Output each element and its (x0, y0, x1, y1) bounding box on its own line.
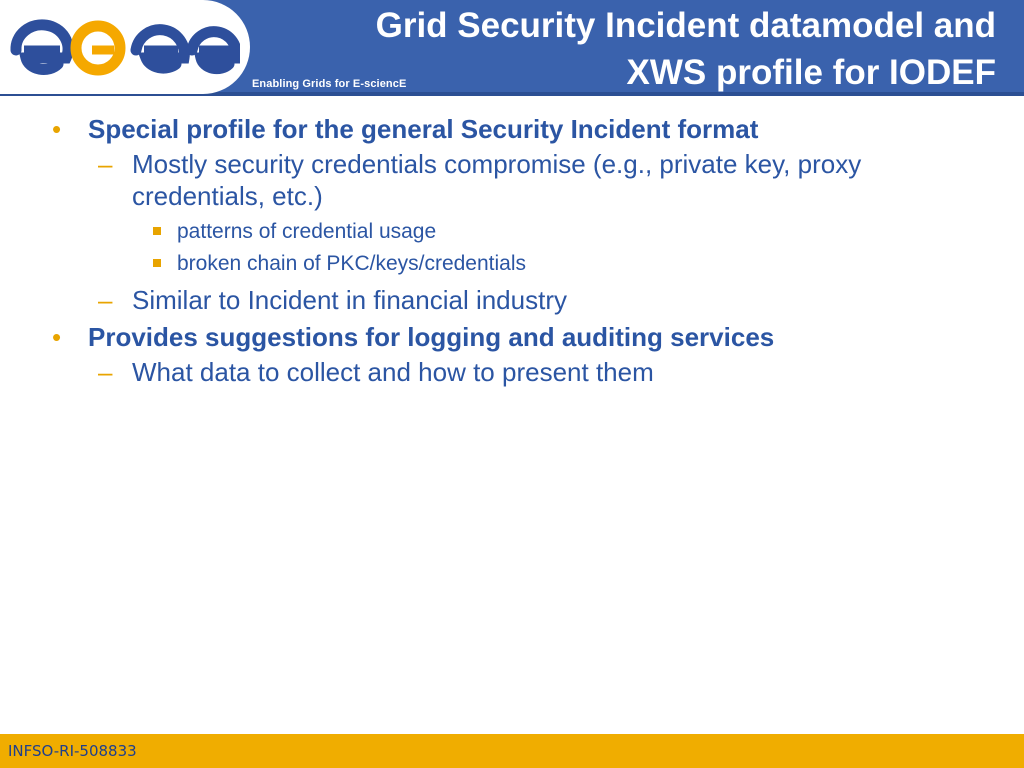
sub-sub-bullet-text: patterns of credential usage (177, 220, 437, 243)
sub-bullet-item (48, 284, 998, 316)
dash-icon: – (98, 149, 113, 179)
header-bar (0, 0, 1024, 96)
bullet-item (48, 320, 998, 354)
slide-title-line-1: Grid Security Incident datamodel and (375, 6, 996, 45)
footer-text: INFSO-RI-508833 (8, 742, 137, 760)
sub-sub-bullet-text: broken chain of PKC/keys/credentials (177, 252, 527, 275)
sub-bullet-item (48, 356, 998, 388)
slide-title (276, 2, 996, 96)
bullet-item (48, 112, 998, 146)
dash-icon: – (98, 357, 113, 387)
bullet-dot-icon: • (52, 322, 62, 352)
sub-bullet-item (48, 148, 998, 212)
sub-bullet-text: Similar to Incident in financial industry (132, 285, 567, 315)
square-bullet-icon (153, 227, 161, 235)
bullet-text: Special profile for the general Security Incident format (88, 114, 759, 144)
logo-panel (0, 0, 250, 94)
dash-icon: – (98, 285, 113, 315)
sub-bullet-text: Mostly security credentials compromise (e.g., private key, proxy credentials, etc.) (132, 149, 862, 211)
sub-bullet-text: What data to collect and how to present them (132, 357, 654, 387)
slide-title-line-2: XWS profile for IODEF (626, 53, 996, 92)
bullet-text: Provides suggestions for logging and auditing services (88, 322, 775, 352)
bullet-dot-icon: • (52, 114, 62, 144)
square-bullet-icon (153, 259, 161, 267)
bullet-list (48, 112, 998, 392)
tagline: Enabling Grids for E-sciencE (252, 78, 407, 90)
egee-logo (8, 10, 240, 86)
sub-sub-bullet-item (48, 248, 998, 280)
footer-bar (0, 734, 1024, 768)
sub-sub-bullet-item (48, 216, 998, 248)
